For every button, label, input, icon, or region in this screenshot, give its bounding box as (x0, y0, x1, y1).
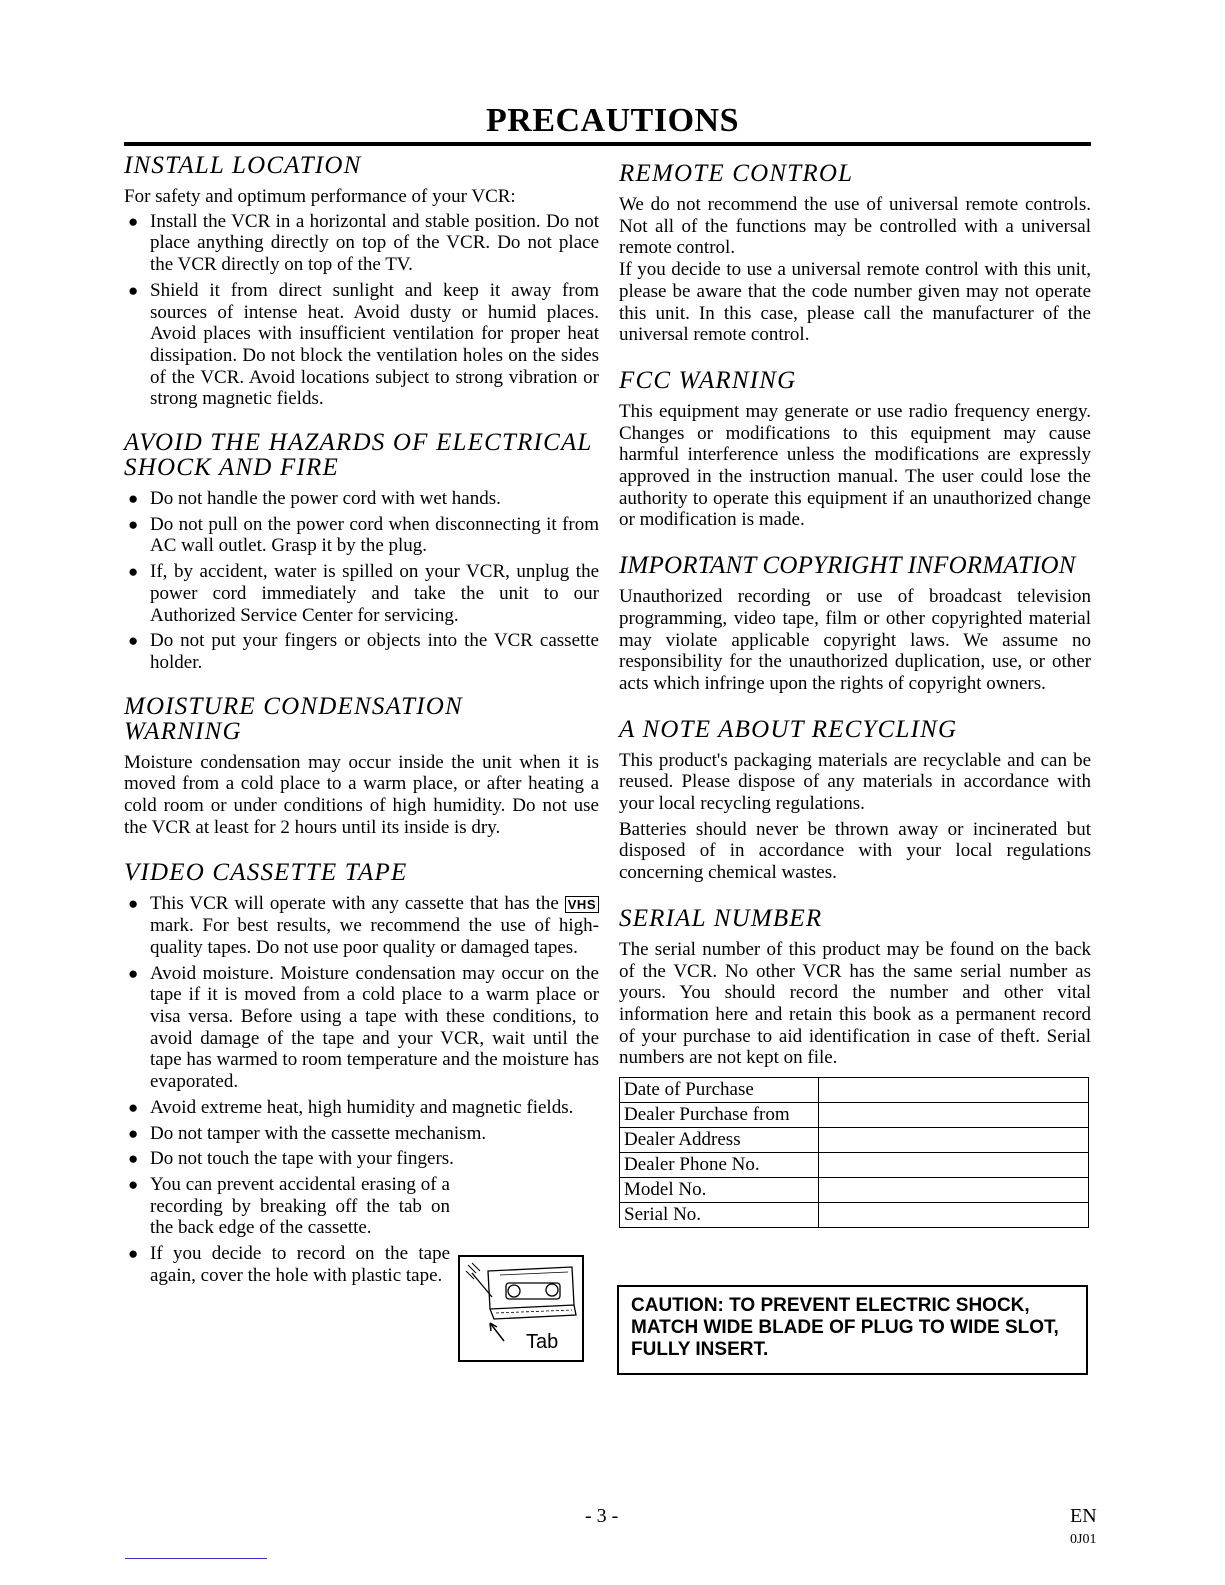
document-code: 0J01 (1070, 1532, 1097, 1547)
remote-control-section (619, 161, 1091, 346)
title-rule (124, 142, 1091, 146)
install-bullet-list (124, 211, 599, 410)
copyright-heading: IMPORTANT COPYRIGHT INFORMATION (619, 552, 1076, 580)
list-item: ● If, by accident, water is spilled on your VCR, unplug the power cord immediately and take the unit to our Authorized Service Center for servicing. (128, 561, 599, 626)
tab-label: Tab (526, 1331, 559, 1353)
install-intro: For safety and optimum performance of your VCR: (124, 186, 516, 207)
hazards-section (124, 430, 599, 674)
page-number: - 3 - (585, 1505, 619, 1527)
caution-box (617, 1285, 1088, 1375)
purchase-record-table (619, 1077, 1089, 1228)
bullet-icon: ● (128, 1149, 139, 1169)
bullet-icon: ● (128, 489, 139, 509)
copyright-section (619, 553, 1091, 695)
serial-number-heading: SERIAL NUMBER (619, 904, 823, 932)
tape-bullet-list (124, 893, 599, 1286)
moisture-heading: MOISTURE CONDENSATION WARNING (124, 692, 463, 745)
page-title: PRECAUTIONS (486, 102, 739, 139)
list-item: ● Install the VCR in a horizontal and stable position. Do not place anything directly on top of the VCR. Do not place the VCR directly on top of the TV. (128, 210, 599, 276)
bullet-icon: ● (128, 1097, 139, 1117)
bullet-icon: ● (128, 894, 139, 914)
copyright-text: Unauthorized recording or use of broadcast television programming, video tape, film or other copyrighted material may violate applicable copyright laws. We assume no responsibility for the unauthorized duplication, use, or other acts which infringe upon the rights of copyright owners. (619, 586, 1091, 694)
install-location-heading: INSTALL LOCATION (124, 152, 362, 179)
moisture-text: Moisture condensation may occur inside the unit when it is moved from a cold place to a warm place, or after heating a cold room or under conditions of high humidity. Do not use the VCR at least for 2 hours until its inside is dry. (124, 751, 599, 838)
remote-text-1: We do not recommend the use of universal remote controls. Not all of the functions may be controlled with a universal remote control. (619, 194, 1091, 259)
bullet-icon: ● (128, 1174, 139, 1194)
bullet-icon: ● (128, 1244, 139, 1264)
list-item: ● Do not pull on the power cord when disconnecting it from AC wall outlet. Grasp it by the plug. (128, 513, 599, 557)
table-row (620, 1178, 1089, 1203)
recycling-text-1: This product's packaging materials are recyclable and can be reused. Please dispose of any materials in accordance with your local recycling regulations. (619, 749, 1091, 815)
cassette-icon (460, 1257, 582, 1360)
caution-text: CAUTION: TO PREVENT ELECTRIC SHOCK, MATCH WIDE BLADE OF PLUG TO WIDE SLOT, FULLY INSERT. (631, 1295, 1059, 1360)
table-cell-blank[interactable] (819, 1078, 1089, 1103)
list-item: ● You can prevent accidental erasing of a recording by breaking off the tab on the back edge of the cassette. (128, 1173, 450, 1239)
serial-text: The serial number of this product may be found on the back of the VCR. No other VCR has the same serial number as yours. You should record the number and other vital information here and retain this book as a permanent record of your purchase to aid identification in case of theft. Serial numbers are not kept on file. (619, 938, 1091, 1069)
left-column (124, 150, 599, 1290)
list-item: ● If you decide to record on the tape again, cover the hole with plastic tape. (128, 1243, 450, 1286)
remote-control-heading: REMOTE CONTROL (619, 160, 854, 187)
bullet-icon: ● (128, 562, 139, 582)
table-cell-blank[interactable] (819, 1128, 1089, 1153)
fcc-warning-section (619, 368, 1091, 531)
list-item: ● Avoid extreme heat, high humidity and magnetic fields. (128, 1096, 574, 1118)
table-cell-blank[interactable] (819, 1153, 1089, 1178)
cassette-tab-illustration (458, 1255, 584, 1362)
hazards-bullet-list (124, 488, 599, 674)
table-cell-blank[interactable] (819, 1103, 1089, 1128)
language-code: EN (1070, 1505, 1097, 1527)
serial-number-section (619, 906, 1091, 1228)
table-row (620, 1203, 1089, 1228)
list-item: ● Shield it from direct sunlight and keep it away from sources of intense heat. Avoid dusty or humid places. Avoid places with insufficient ventilation for proper heat dissipation. Do not block the ventilation holes on the sides of the VCR. Avoid locations subject to strong vibration or strong magnetic fields. (128, 279, 599, 410)
table-row (620, 1153, 1089, 1178)
video-cassette-heading: VIDEO CASSETTE TAPE (124, 859, 408, 887)
bullet-icon: ● (128, 1123, 139, 1143)
table-cell-blank[interactable] (819, 1178, 1089, 1203)
bullet-icon: ● (128, 280, 139, 300)
recycling-section (619, 717, 1091, 884)
fcc-warning-heading: FCC WARNING (619, 366, 797, 394)
recycling-heading: A NOTE ABOUT RECYCLING (619, 715, 958, 743)
bullet-icon: ● (128, 631, 139, 651)
table-cell-label: Date of Purchase (620, 1078, 819, 1103)
table-row (620, 1078, 1089, 1103)
table-cell-label: Dealer Address (620, 1128, 819, 1153)
list-item: ● Do not tamper with the cassette mechanism. (128, 1122, 487, 1144)
vhs-logo: VHS (565, 896, 599, 913)
recycling-text-2: Batteries should never be thrown away or incinerated but disposed of in accordance with your local regulations concerning chemical wastes. (619, 818, 1091, 884)
table-cell-label: Model No. (620, 1178, 819, 1203)
table-cell-label: Serial No. (620, 1203, 819, 1228)
footer-link-line (125, 1558, 267, 1559)
moisture-section (124, 694, 599, 839)
bullet-icon: ● (128, 514, 139, 534)
right-column (619, 150, 1091, 1228)
remote-text-2: If you decide to use a universal remote control with this unit, please be aware that the code number given may not operate this unit. In this case, please call the manufacturer of the universal remote control. (619, 259, 1091, 346)
list-item: ● This VCR will operate with any cassette that has the VHS mark. For best results, we recommend the use of high-quality tapes. Do not use poor quality or damaged tapes. (128, 893, 599, 958)
list-item: ● Do not handle the power cord with wet hands. (128, 488, 501, 510)
table-row (620, 1103, 1089, 1128)
video-cassette-section (124, 860, 599, 1286)
bullet-icon: ● (128, 963, 139, 983)
table-cell-blank[interactable] (819, 1203, 1089, 1228)
table-cell-label: Dealer Purchase from (620, 1103, 819, 1128)
table-row (620, 1128, 1089, 1153)
list-item: ● Do not touch the tape with your fingers. (128, 1148, 454, 1170)
list-item: ● Avoid moisture. Moisture condensation may occur on the tape if it is moved from a cold place to a warm place or visa versa. Before using a tape with these conditions, to avoid damage of the tape and your VCR, wait until the tape has warmed to room temperature and the moisture has evaporated. (128, 962, 599, 1093)
table-cell-label: Dealer Phone No. (620, 1153, 819, 1178)
fcc-text: This equipment may generate or use radio frequency energy. Changes or modifications to this equipment may cause harmful interference unless the modifications are expressly approved in the instruction manual. The user could lose the authority to operate this equipment if an unauthorized change or modification is made. (619, 400, 1091, 531)
bullet-icon: ● (128, 211, 139, 231)
list-item: ● Do not put your fingers or objects into the VCR cassette holder. (128, 630, 599, 673)
install-location-section (124, 153, 599, 410)
hazards-heading: AVOID THE HAZARDS OF ELECTRICAL SHOCK AND FIRE (124, 429, 593, 482)
